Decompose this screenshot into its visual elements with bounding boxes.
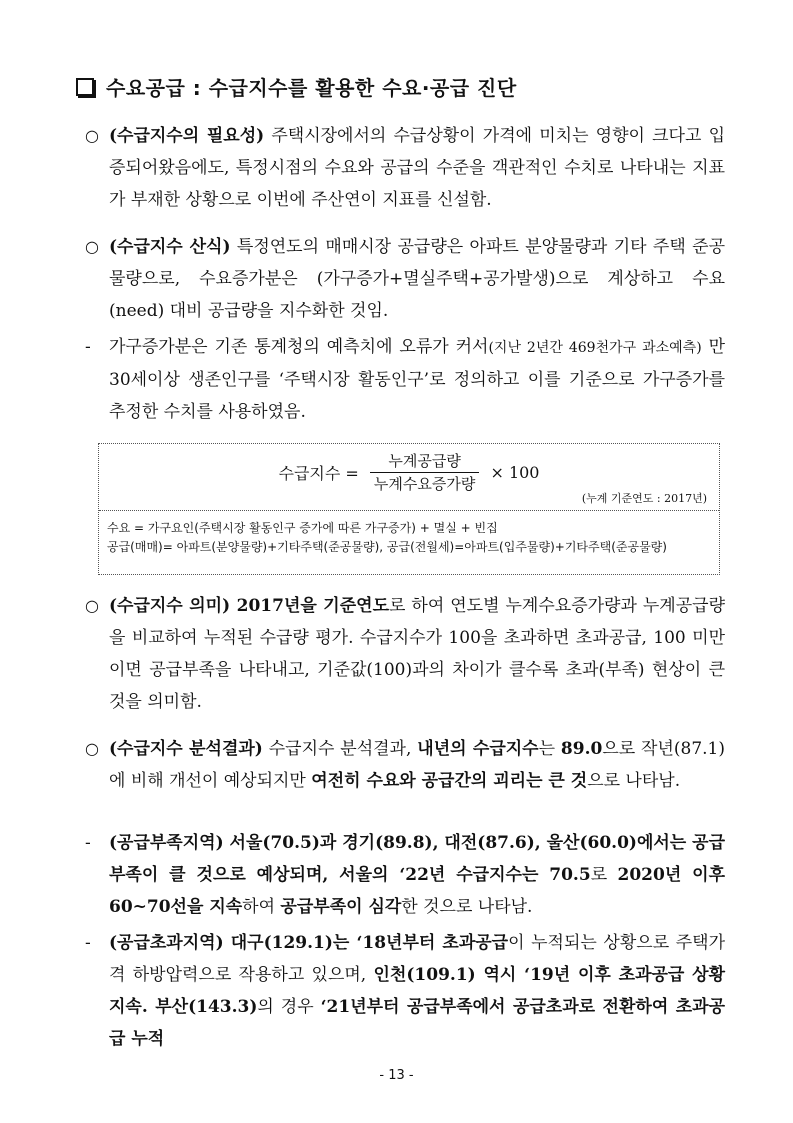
text-shortage-1: 로 (590, 865, 618, 885)
text-results-4: 으로 나타남. (587, 771, 681, 791)
formula-fraction (370, 450, 479, 495)
paragraph-formula (85, 231, 725, 327)
bullet-icon: ○ (85, 237, 99, 256)
bold-oversupply-3: ‘21년부터 공급부족에서 공급초과로 전환하여 초과공급 누적 (109, 997, 725, 1049)
dash-mark: - (85, 933, 91, 953)
text-formula: 특정연도의 매매시장 공급량은 아파트 분양물량과 기타 주택 준공물량으로, 수요증가분은 (가구증가+멸실주택+공가발생)으로 계상하고 수요(need) 대비 공급량을 지수화한 것임. (109, 237, 726, 321)
formula-denominator: 누계수요증가량 (373, 475, 476, 493)
paragraph-results (85, 733, 725, 797)
checkbox-icon (76, 78, 94, 96)
text-shortage-2: 하여 (242, 897, 281, 917)
text-oversupply-1: 이 누적되는 상황으로 주택가격 하방압력으로 작용하고 있으며, (109, 933, 725, 985)
text-household-2: 만30세이상 생존인구를 ‘주택시장 활동인구’로 정의하고 이를 기준으로 가구증가를 추정한 수치를 사용하였음. (109, 337, 725, 422)
text-shortage-3: 한 것으로 나타남. (401, 897, 533, 917)
formula-expression (99, 450, 719, 495)
page-number: - 13 - (379, 1068, 414, 1083)
heading-results: (수급지수 분석결과) (109, 739, 263, 759)
formula-supply-line: 공급(매매)= 아파트(분양물량)+기타주택(준공물량), 공급(전월세)=아파트(입주물량)+기타주택(준공물량) (107, 540, 667, 554)
formula-box (98, 443, 720, 575)
formula-numerator: 누계공급량 (370, 450, 479, 473)
dash-oversupply (85, 927, 725, 1055)
text-household-note: (지난 2년간 469천가구 과소예측) (488, 340, 702, 356)
bold-shortage-1: (공급부족지역) 서울(70.5)과 경기(89.8), 대전(87.6), 울산(60.0)에서는 공급부족이 클 것으로 예상되며, 서울의 ‘22년 수급지수는 70.5 (109, 833, 725, 885)
text-results-3: 으로 작년(87.1)에 비해 개선이 예상되지만 (109, 739, 725, 791)
bold-results-4: 여전히 수요와 공급간의 괴리는 큰 것 (311, 771, 588, 791)
formula-lhs: 수급지수 = (278, 464, 359, 483)
dash-mark: - (85, 337, 91, 357)
bold-oversupply-2: 인천(109.1) 역시 ‘19년 이후 초과공급 상황 지속. 부산(143.3) (109, 965, 725, 1017)
section-title-text: 수요공급 : 수급지수를 활용한 수요·공급 진단 (106, 76, 517, 100)
text-results-1: 수급지수 분석결과, (262, 739, 418, 759)
text-results-2: 는 (538, 739, 561, 759)
section-title (76, 72, 517, 101)
text-oversupply-2: 의 경우 (257, 997, 321, 1017)
paragraph-necessity (85, 120, 725, 216)
dash-mark: - (85, 833, 91, 853)
bold-results-3: 89.0 (560, 739, 603, 759)
text-necessity: 주택시장에서의 수급상황이 가격에 미치는 영향이 크다고 입증되어왔음에도, 특정시점의 수요와 공급의 수준을 객관적인 수치로 나타내는 지표가 부재한 상황으로 이번에 주산연이 지표를 신설함. (109, 126, 725, 210)
bold-shortage-3: 공급부족이 심각 (280, 897, 402, 917)
bold-shortage-2: 2020년 이후 60~70선을 지속 (109, 865, 726, 917)
dash-household (85, 331, 725, 428)
heading-necessity: (수급지수의 필요성) (109, 126, 265, 146)
formula-multiplier: × 100 (490, 463, 540, 482)
bold-results-2: 내년의 수급지수 (417, 739, 539, 759)
bullet-icon: ○ (85, 739, 99, 758)
text-meaning: 로 하여 연도별 누계수요증가량과 누계공급량을 비교하여 누적된 수급량 평가. 수급지수가 100을 초과하면 초과공급, 100 미만이면 공급부족을 나타내고, 기준값(100)과의 차이가 클수록 초과(부족) 현상이 큰 것을 의미함. (109, 596, 725, 712)
heading-meaning: (수급지수 의미) 2017년을 기준연도 (109, 596, 389, 616)
heading-formula: (수급지수 산식) (109, 237, 231, 257)
bold-oversupply-1: (공급초과지역) 대구(129.1)는 ‘18년부터 초과공급 (109, 933, 509, 953)
formula-base-note: (누계 기준연도 : 2017년) (581, 492, 707, 505)
bullet-icon: ○ (85, 596, 99, 615)
bullet-icon: ○ (85, 126, 99, 145)
text-household-1: 가구증가분은 기존 통계청의 예측치에 오류가 커서 (109, 337, 489, 357)
dash-shortage (85, 827, 725, 923)
paragraph-meaning (85, 590, 725, 718)
formula-demand-line: 수요 = 가구요인(주택시장 활동인구 증가에 따른 가구증가) + 멸실 + 빈집 (107, 521, 498, 535)
